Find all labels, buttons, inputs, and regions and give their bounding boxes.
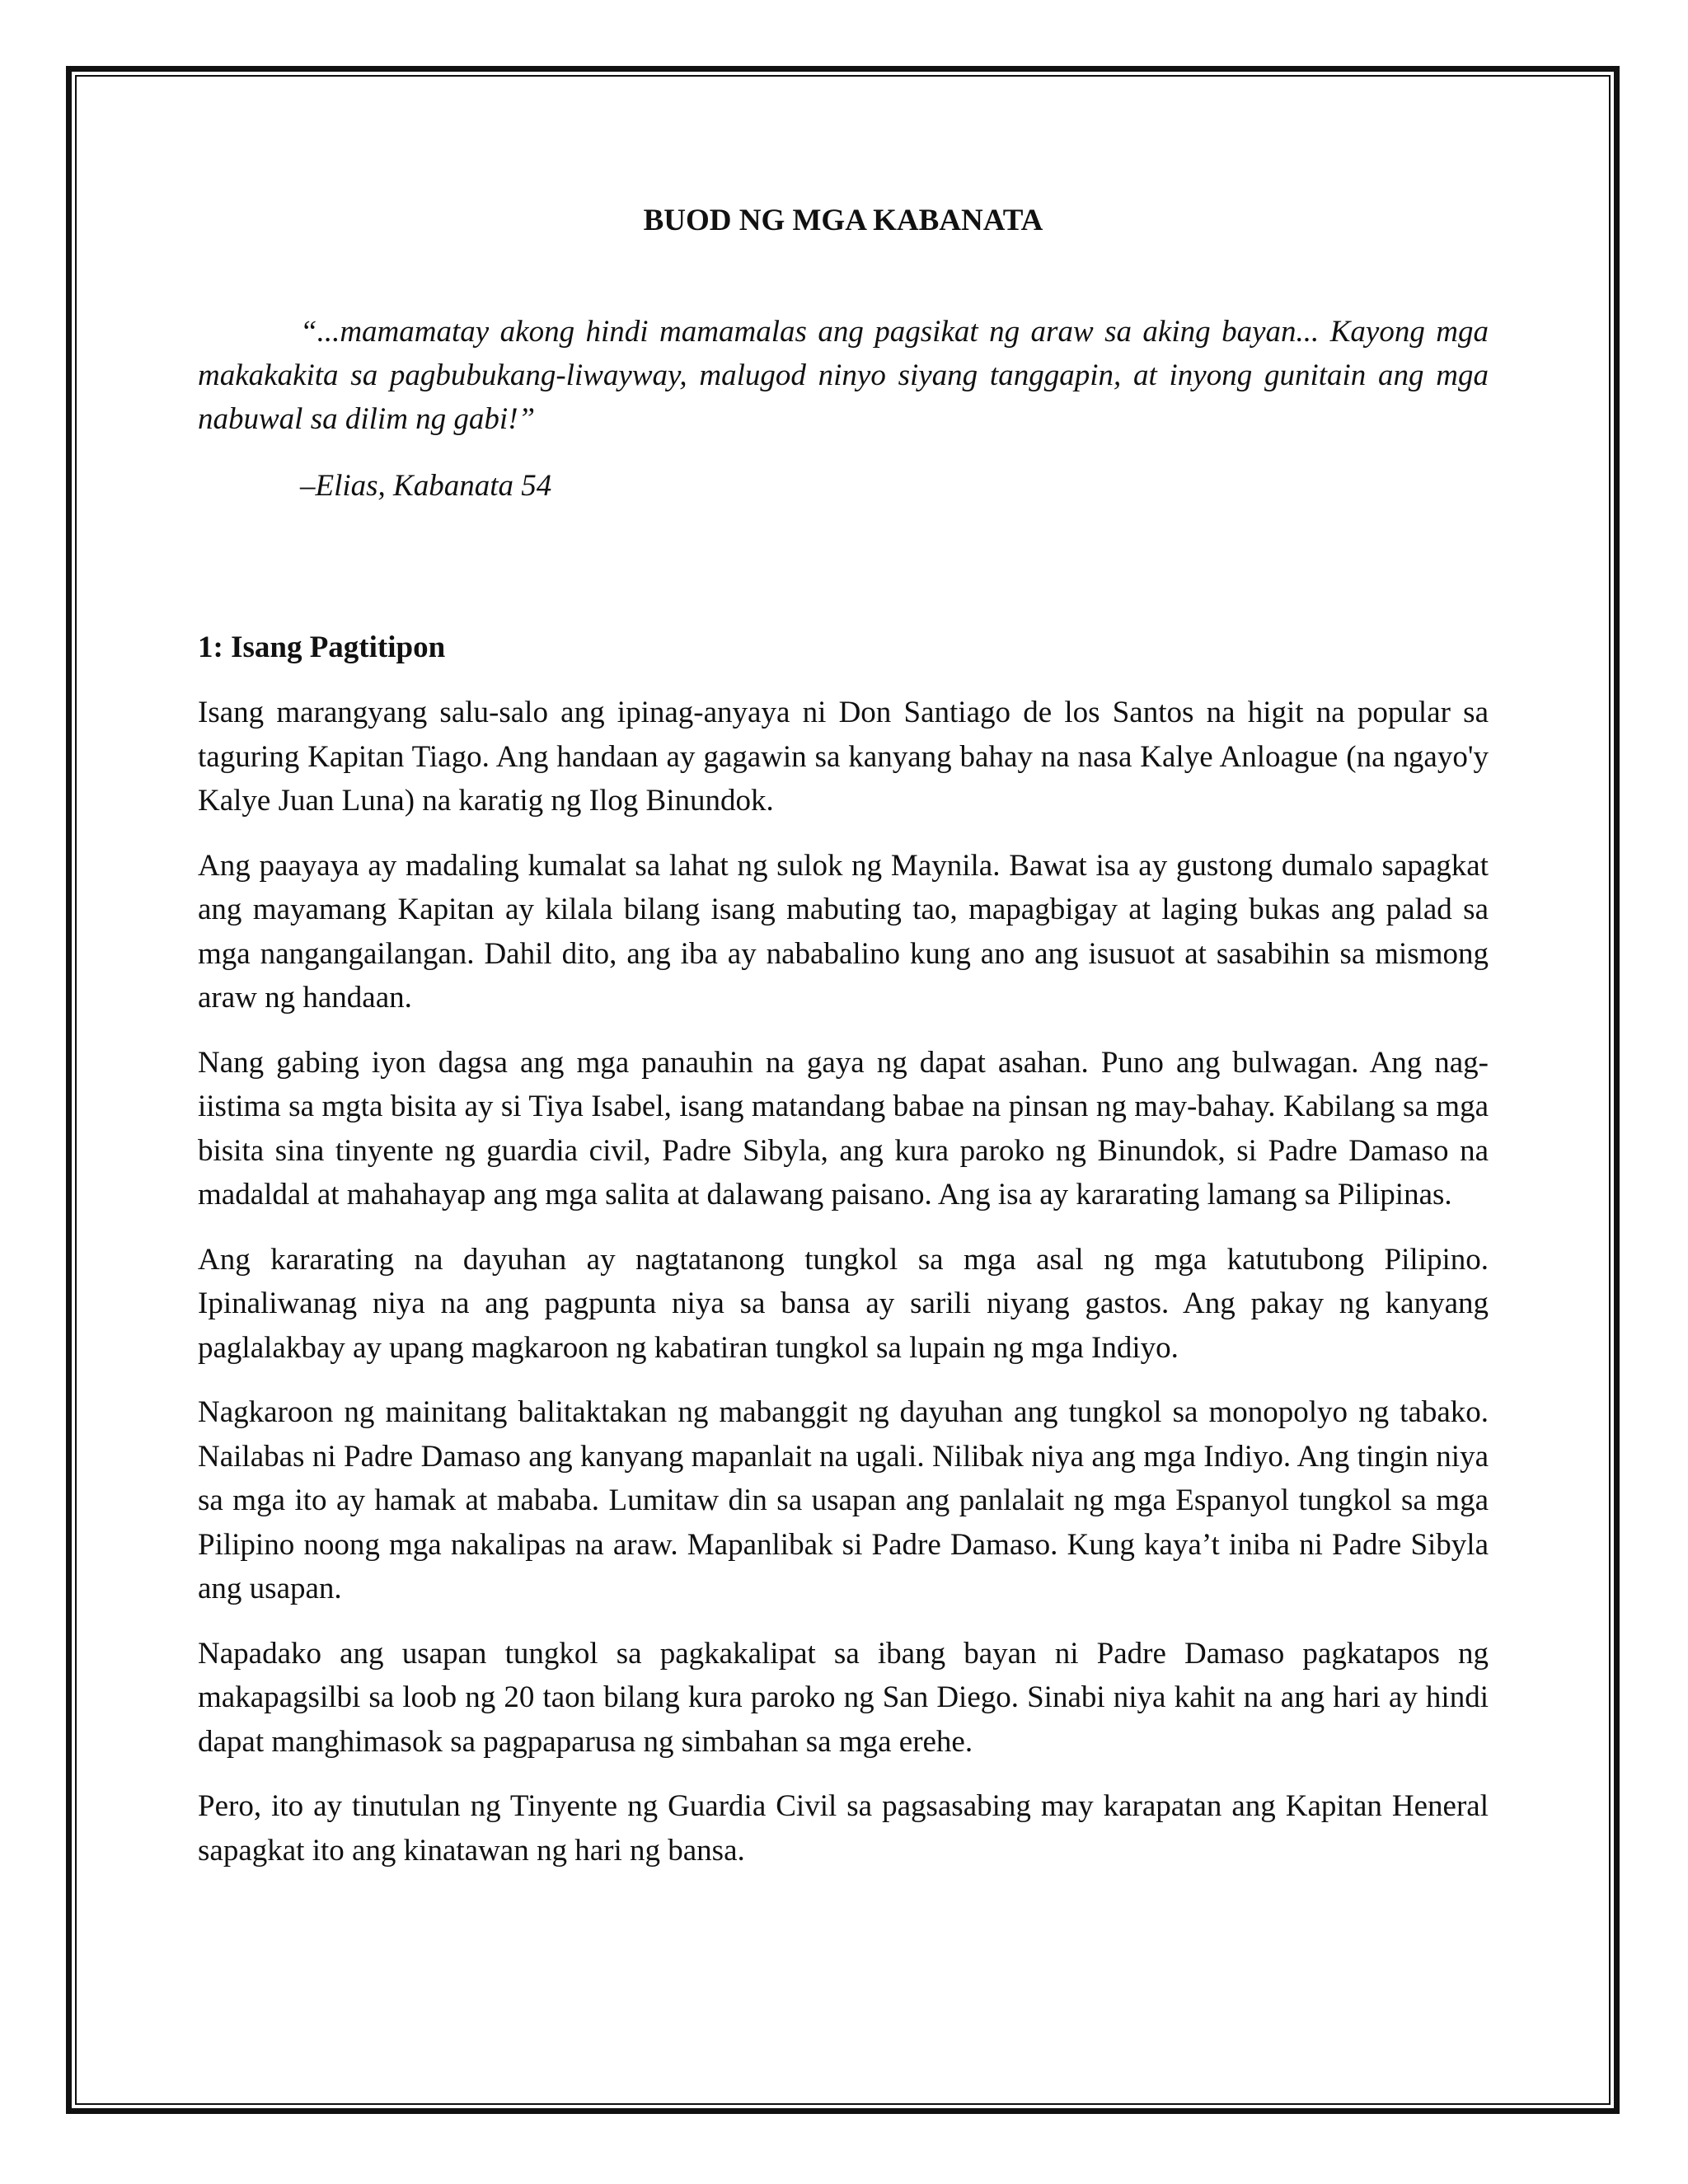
chapter-paragraph-1: Isang marangyang salu-salo ang ipinag-anyaya ni Don Santiago de los Santos na higit na popular sa taguring Kapitan Tiago. Ang handaan ay gagawin sa kanyang bahay na nasa Kalye Anloague (na ngayo'y Kalye Juan Luna) na karatig ng Ilog Binundok. [198,696,1489,818]
chapter-paragraph-2: Ang paayaya ay madaling kumalat sa lahat ng sulok ng Maynila. Bawat isa ay gustong dumalo sapagkat ang mayamang Kapitan ay kilala bilang isang mabuting tao, mapagbigay at laging bukas ang palad sa mga nangangailangan. Dahil dito, ang iba ay nababalino kung ano ang isusuot at sasabihin sa mismong araw ng handaan. [198,848,1489,1015]
chapter-heading: 1: Isang Pagtitipon [198,630,446,664]
chapter-paragraph-7: Pero, ito ay tinutulan ng Tinyente ng Guardia Civil sa pagsasabing may karapatan ang Kapitan Heneral sapagkat ito ang kinatawan ng hari ng bansa. [198,1789,1489,1868]
chapter-paragraph-3: Nang gabing iyon dagsa ang mga panauhin na gaya ng dapat asahan. Puno ang bulwagan. Ang nag-iistima sa mgta bisita ay si Tiya Isabel, isang matandang babae na pinsan ng may-bahay. Kabilang sa mga bisita sina tinyente ng guardia civil, Padre Sibyla, ang kura paroko ng Binundok, si Padre Damaso na madaldal at mahahayap ang mga salita at dalawang paisano. Ang isa ay kararating lamang sa Pilipinas. [198,1045,1489,1212]
chapter-paragraph-4: Ang kararating na dayuhan ay nagtatanong tungkol sa mga asal ng mga katutubong Pilipino. Ipinaliwanag niya na ang pagpunta niya sa bansa ay sarili niyang gastos. Ang pakay ng kanyang paglalakbay ay upang magkaroon ng kabatiran tungkol sa lupain ng mga Indiyo. [198,1242,1489,1365]
epigraph-attribution: –Elias, Kabanata 54 [300,469,552,503]
chapter-paragraph-5: Nagkaroon ng mainitang balitaktakan ng mabanggit ng dayuhan ang tungkol sa monopolyo ng tabako. Nailabas ni Padre Damaso ang kanyang mapanlait na ugali. Nilibak niya ang mga Indiyo. Ang tingin niya sa mga ito ay hamak at mababa. Lumitaw din sa usapan ang panlalait ng mga Espanyol tungkol sa mga Pilipino noong mga nakalipas na araw. Mapanlibak si Padre Damaso. Kung kaya’t iniba ni Padre Sibyla ang usapan. [198,1395,1489,1605]
epigraph-quote: “...mamamatay akong hindi mamamalas ang pagsikat ng araw sa aking bayan... Kayong mga makakakita sa pagbubukang-liwayway, malugod ninyo siyang tanggapin, at inyong gunitain ang mga nabuwal sa dilim ng gabi!” [198,315,1489,436]
document-body [198,198,1489,1893]
chapter-paragraph-6: Napadako ang usapan tungkol sa pagkakalipat sa ibang bayan ni Padre Damaso pagkatapos ng makapagsilbi sa loob ng 20 taon bilang kura paroko ng San Diego. Sinabi niya kahit na ang hari ay hindi dapat manghimasok sa pagpaparusa ng simbahan sa mga erehe. [198,1636,1489,1759]
document-title: BUOD NG MGA KABANATA [643,204,1043,237]
